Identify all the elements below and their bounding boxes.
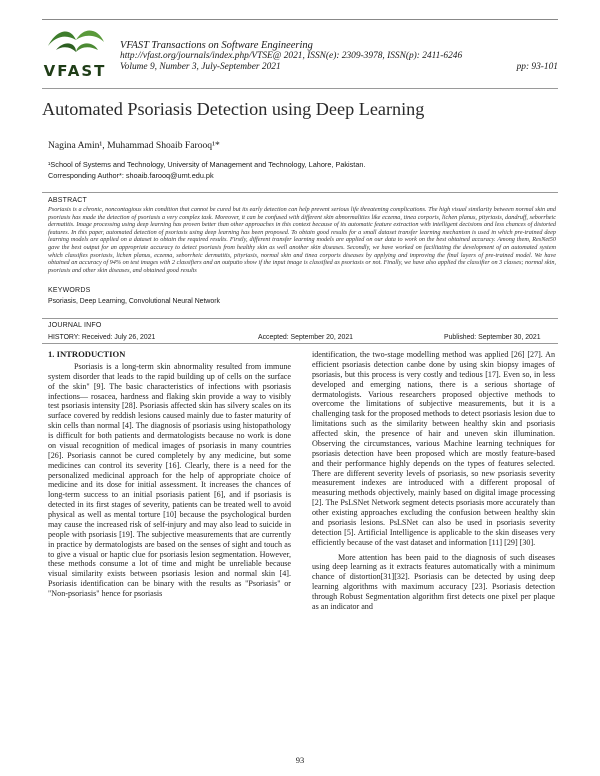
history-published: Published: September 30, 2021: [444, 334, 541, 341]
authors: Nagina Amin¹, Muhammad Shoaib Farooq¹*: [48, 140, 220, 151]
affiliation: ¹School of Systems and Technology, University of Management and Technology, Lahore, Pakistan.: [48, 160, 366, 169]
vfast-logo: [42, 24, 108, 82]
abstract-top-rule: [42, 192, 558, 193]
abstract-text: Psoriasis is a chronic, noncontagious skin condition that cannot be cured but its early detection can help prevent serious life threatening complications. The high visual similarity between normal skin and psoriasis has made the detection of psoriasis a very complex task. Moreover, it can be confused with different skin abnormalities like eczema, tinea corporis, lichen planus, pityriasis, dandruff, seborrheic dermatitis. Image processing using deep learning has proven better than other approaches in this context because of its automatic feature extraction with intelligent decisions and less chances of distorted features. In this paper, automated detection of psoriasis using deep learning has been proposed. To obtain good results for a small dataset transfer learning mechanism is used in which pre-trained deep learning models are applied on a dataset to obtain the required results. Firstly, different transfer learning models are applied on our data to work on the best obtained accuracy. Among them, ResNet50 gave the best output for an appropriate accuracy to detect psoriasis from healthy skin as well another skin diseases. Secondly, we have worked on facilitating the development of an automated system which classifies psoriasis, lichen planus, eczema, seborrheic dermatitis, pityriasis, normal skin and tinea corporis diseases by applying and improving the final layers of pre-trained model. We have obtained an accuracy of 94% on test images with 2 classifiers and an outputto show if the input image is classified as psoriasis or not. Finally, we have also applied the classifier on 3 classes; normal skin, psoriasis and other skin diseases, and obtained good results: [48, 206, 556, 274]
keywords-text: Psoriasis, Deep Learning, Convolutional Neural Network: [48, 298, 220, 305]
intro-paragraph-right-2: More attention has been paid to the diagnosis of such diseases using deep learning as it extracts features automatically with a minimum chance of distortion[31][32]. Psoriasis can be detected by using deep learning algorithms with maximum accuracy [23]. Psoriasis detection through Robust Segmentation algorithm first detects one pixel per plaque as an indicator and: [312, 552, 555, 611]
svg-text:VFAST: VFAST: [43, 62, 107, 80]
history-accepted: Accepted: September 20, 2021: [258, 334, 354, 341]
journal-header: [120, 40, 560, 73]
journal-url-issn[interactable]: http://vfast.org/journals/index.php/VTSE@ 2021, ISSN(e): 2309-3978, ISSN(p): 2411-6246: [120, 51, 463, 61]
corresponding-author: Corresponding Author*: shoaib.farooq@umt.edu.pk: [48, 171, 214, 180]
page-number: 93: [295, 755, 305, 765]
journal-info-rule: [42, 318, 558, 319]
history-received: HISTORY: Received: July 26, 2021: [48, 334, 156, 341]
intro-paragraph-left: Psoriasis is a long-term skin abnormality resulted from immune system disorder that leads to the rapid building up of cells on the surface of the skin" [9]. The basic characteristics of infections with psoriasis infections— rosacea, hardness and flaking skin provide a way to visibly test psoriasis intensity [28]. Psoriasis affected skin has silvery scales on its surface covered by reddish lesions caused mainly due to faster maturity of skin cells than normal [4]. The diagnosis of psoriasis using histopathology is difficult for both patients and dermatologists because no work is done on visual recognition of medical images of psoriasis in many countries [26]. Psoriasis cannot be cured completely by any medicine, but some medicines can control its severity [16]. Clearly, there is a need for the personalized medicinal approach for the help of appropriate choice of medicine and its dose for initial assessment. It increases the chances of long-term success to an initial psoriasis patient [6], and if psoriasis is detected in its first stages of severity, patients can be treated well to avoid physical as well as mental torture [10] because the psychological burden may cause the increased risk of self-injury and may also lead to suicide in people with psoriasis [19]. The subjective measurements that are currently in practice by dermatologists are based on the senses of sight and touch as to give a visual or haptic clue for psoriasis lesion segmentation. However, these methods consume a lot of time and might be unreliable because visual similarity exists between psoriasis lesion and normal skin [4]. Psoriasis identification can be binary with the results as "Psoriasis" or "Non-psoriasis" hence for psoriasis: [48, 361, 291, 598]
keywords-label: KEYWORDS: [48, 287, 91, 294]
journal-info-label: JOURNAL INFO: [48, 322, 102, 329]
journal-title: VFAST Transactions on Software Engineering: [120, 40, 313, 51]
section-heading-introduction: 1. INTRODUCTION: [48, 349, 126, 359]
intro-paragraph-right-1: identification, the two-stage modelling method was applied [26] [27]. An efficient psoriasis detection canbe done by using skin biopsy images of psoriasis, but this process is very costly and tedious [17]. Even so, in less developed and emerging nations, there is a serious shortage of dermatologists. Various researchers proposed objective methods to overcome the limitations of subjective measurements, but it is a challenging task for the proposed methods to detect psoriasis lesion due to limitations such as the similarity between healthy skin and psoriasis affected skin, the presence of hair and uneven skin illumination. Observing the circumstances, various Machine learning techniques for psoriasis detection have been proposed which are mostly feature-based and their performance highly depends on the types of features selected. There are different severity levels of psoriasis, so new psoriasis severity measurement indexes are introduced with a different proposal of measuring methods objectively, mainly based on digital image processing [2]. The PsLSNet Network segment detects psoriasis more accurately than other existing approaches excluding the confusion between healthy skin and psoriasis lesions. PsLSNet can also be used in psoriasis severity detection [5]. Artificial Intelligence is applicable to the skin diseases very efficiently because of the vast dataset and information [11] [29] [30].: [312, 350, 555, 547]
top-rule: [42, 19, 558, 20]
right-column: [312, 350, 555, 612]
left-column: [48, 350, 291, 599]
abstract-label: ABSTRACT: [48, 197, 87, 204]
volume-issue: Volume 9, Number 3, July-September 2021: [120, 62, 281, 72]
paper-title: Automated Psoriasis Detection using Deep Learning: [42, 99, 425, 119]
page-range: pp: 93-101: [516, 62, 558, 72]
header-divider: [42, 88, 558, 89]
body-top-rule: [42, 343, 558, 344]
